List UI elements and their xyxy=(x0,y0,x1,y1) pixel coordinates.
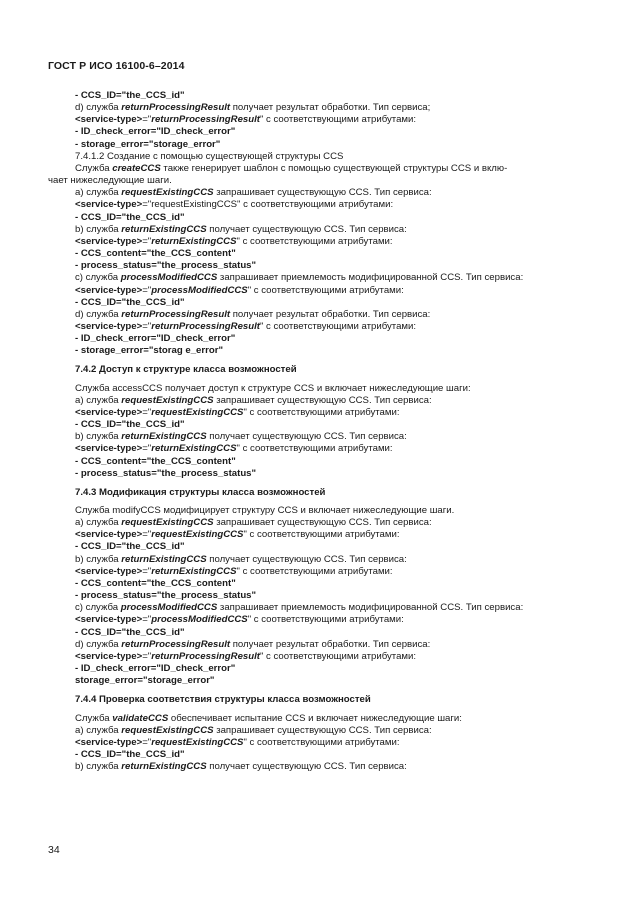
text-run: запрашивает существующую CCS. Тип сервиса: xyxy=(213,187,432,199)
service-name: processModifiedCCS xyxy=(120,272,218,284)
text-run: =" xyxy=(142,650,152,662)
service-name: validateCCS xyxy=(112,712,169,724)
service-name: requestExistingCCS xyxy=(121,394,214,406)
bold-text: - ID_check_error="ID_check_error" xyxy=(75,333,236,345)
text-line xyxy=(48,566,600,578)
service-name: requestExistingCCS xyxy=(151,406,244,418)
text-run: " с соответствующими атрибутами: xyxy=(236,443,393,455)
bold-text: - ID_check_error="ID_check_error" xyxy=(75,126,236,138)
bold-text: - CCS_ID="the_CCS_id" xyxy=(75,626,185,638)
page-header-title: ГОСТ Р ИСО 16100-6–2014 xyxy=(48,60,185,72)
text-run: =" xyxy=(142,443,152,455)
service-name: requestExistingCCS xyxy=(121,187,214,199)
bold-text: - CCS_content="the_CCS_content" xyxy=(75,577,236,589)
bold-text: - CCS_ID="the_CCS_id" xyxy=(75,748,185,760)
text-run: Служба xyxy=(75,712,113,724)
section-heading xyxy=(48,487,600,499)
text-line xyxy=(48,383,600,395)
service-name: requestExistingCCS xyxy=(121,517,214,529)
text-run: получает существующую CCS. Тип сервиса: xyxy=(206,761,407,773)
service-name: returnExistingCCS xyxy=(121,223,207,235)
text-run: " с соответствующими атрибутами: xyxy=(247,284,404,296)
text-line xyxy=(48,139,600,151)
bold-text: <service-type> xyxy=(75,529,143,541)
section-heading xyxy=(48,364,600,376)
text-line xyxy=(48,309,600,321)
text-run: d) служба xyxy=(75,102,122,114)
text-line xyxy=(48,175,600,187)
bold-text: <service-type> xyxy=(75,565,143,577)
text-run: обеспечивает испытание CCS и включает нижеследующие шаги: xyxy=(168,712,462,724)
text-run: Служба xyxy=(75,162,113,174)
text-run: =" xyxy=(142,736,152,748)
text-line xyxy=(48,468,600,480)
document-body xyxy=(48,90,600,773)
text-line xyxy=(48,187,600,199)
text-run: " с соответствующими атрибутами: xyxy=(236,565,393,577)
text-line xyxy=(48,725,600,737)
text-line xyxy=(48,505,600,517)
text-run: c) служба xyxy=(75,272,121,284)
text-line xyxy=(48,248,600,260)
bold-text: - CCS_ID="the_CCS_id" xyxy=(75,419,185,431)
text-run: ="requestExistingCCS" с соответствующими атрибутами: xyxy=(142,199,394,211)
bold-text: <service-type> xyxy=(75,443,143,455)
text-run: получает существующую CCS. Тип сервиса: xyxy=(206,553,407,565)
text-run: запрашивает существующую CCS. Тип сервиса: xyxy=(213,724,432,736)
service-name: returnProcessingResult xyxy=(151,320,260,332)
bold-text: - CCS_ID="the_CCS_id" xyxy=(75,541,185,553)
text-run: =" xyxy=(142,406,152,418)
service-name: processModifiedCCS xyxy=(120,602,218,614)
text-line xyxy=(48,614,600,626)
text-run: b) служба xyxy=(75,431,122,443)
text-line xyxy=(48,260,600,272)
text-line xyxy=(48,272,600,284)
text-run: " с соответствующими атрибутами: xyxy=(243,529,400,541)
text-line xyxy=(48,737,600,749)
bold-text: <service-type> xyxy=(75,114,143,126)
bold-text: <service-type> xyxy=(75,320,143,332)
bold-text: <service-type> xyxy=(75,284,143,296)
service-name: returnExistingCCS xyxy=(121,761,207,773)
text-run: b) служба xyxy=(75,761,122,773)
service-name: returnExistingCCS xyxy=(151,235,237,247)
service-name: returnProcessingResult xyxy=(121,638,231,650)
text-line xyxy=(48,651,600,663)
text-line xyxy=(48,627,600,639)
text-run: " с соответствующими атрибутами: xyxy=(259,650,417,662)
text-run: a) служба xyxy=(75,517,122,529)
text-line xyxy=(48,199,600,211)
text-run: получает результат обработки. Тип сервиса: xyxy=(230,308,431,320)
text-line xyxy=(48,529,600,541)
text-line xyxy=(48,456,600,468)
bold-text: <service-type> xyxy=(75,199,143,211)
service-name: processModifiedCCS xyxy=(151,614,248,626)
text-line xyxy=(48,212,600,224)
bold-text: <service-type> xyxy=(75,650,143,662)
text-line xyxy=(48,663,600,675)
text-run: =" xyxy=(142,235,152,247)
text-run: " с соответствующими атрибутами: xyxy=(243,736,400,748)
service-name: requestExistingCCS xyxy=(151,736,244,748)
text-run: =" xyxy=(142,114,152,126)
text-run: также генерирует шаблон с помощью существующей структуры CCS и вклю- xyxy=(160,162,508,174)
text-line xyxy=(48,517,600,529)
text-line xyxy=(48,761,600,773)
text-line xyxy=(48,90,600,102)
text-line xyxy=(48,443,600,455)
text-line xyxy=(48,236,600,248)
bold-text: - CCS_content="the_CCS_content" xyxy=(75,248,236,260)
service-name: returnProcessingResult xyxy=(151,114,260,126)
text-line xyxy=(48,163,600,175)
service-name: returnProcessingResult xyxy=(151,650,260,662)
service-name: createCCS xyxy=(112,162,161,174)
text-line xyxy=(48,395,600,407)
text-line xyxy=(48,407,600,419)
text-run: " с соответствующими атрибутами: xyxy=(236,235,393,247)
service-name: returnExistingCCS xyxy=(121,553,207,565)
bold-text: <service-type> xyxy=(75,736,143,748)
text-run: запрашивает приемлемость модифицированной CCS. Тип сервиса: xyxy=(217,272,524,284)
text-run: получает существующую CCS. Тип сервиса: xyxy=(206,223,407,235)
service-name: returnExistingCCS xyxy=(121,431,207,443)
text-run: 7.4.4 Проверка соответствия структуры класса возможностей xyxy=(75,694,371,706)
text-run: a) служба xyxy=(75,724,122,736)
text-run: c) служба xyxy=(75,602,121,614)
text-line xyxy=(48,297,600,309)
text-run: получает результат обработки. Тип сервиса; xyxy=(230,102,431,114)
bold-text: - CCS_ID="the_CCS_id" xyxy=(75,296,185,308)
bold-text: - ID_check_error="ID_check_error" xyxy=(75,663,236,675)
text-line xyxy=(48,321,600,333)
text-line xyxy=(48,554,600,566)
text-run: запрашивает существующую CCS. Тип сервиса: xyxy=(213,517,432,529)
bold-text: - storage_error="storage_error" xyxy=(75,138,221,150)
text-run: Служба accessCCS получает доступ к структуре CCS и включает нижеследующие шаги: xyxy=(75,382,471,394)
text-run: 7.4.1.2 Создание с помощью существующей структуры CCS xyxy=(75,150,344,162)
text-run: b) служба xyxy=(75,223,122,235)
text-line xyxy=(48,114,600,126)
section-heading xyxy=(48,694,600,706)
text-run: получает результат обработки. Тип сервиса: xyxy=(230,638,431,650)
bold-text: - CCS_ID="the_CCS_id" xyxy=(75,90,185,101)
text-run: " с соответствующими атрибутами: xyxy=(259,320,417,332)
text-line xyxy=(48,224,600,236)
text-line xyxy=(48,749,600,761)
bold-text: - process_status="the_process_status" xyxy=(75,260,257,272)
text-run: " с соответствующими атрибутами: xyxy=(259,114,417,126)
text-line xyxy=(48,639,600,651)
text-run: d) служба xyxy=(75,308,122,320)
bold-text: - storage_error="storag e_error" xyxy=(75,345,224,357)
text-run: =" xyxy=(142,565,152,577)
text-line xyxy=(48,333,600,345)
text-run: =" xyxy=(142,284,152,296)
text-line xyxy=(48,578,600,590)
service-name: returnExistingCCS xyxy=(151,565,237,577)
text-line xyxy=(48,602,600,614)
service-name: returnProcessingResult xyxy=(121,308,231,320)
service-name: returnExistingCCS xyxy=(151,443,237,455)
text-run: a) служба xyxy=(75,187,122,199)
text-run: b) служба xyxy=(75,553,122,565)
text-line xyxy=(48,102,600,114)
bold-text: - process_status="the_process_status" xyxy=(75,467,257,479)
text-run: d) служба xyxy=(75,638,122,650)
bold-text: storage_error="storage_error" xyxy=(75,675,215,687)
text-run: чает нижеследующие шаги. xyxy=(48,175,172,187)
service-name: returnProcessingResult xyxy=(121,102,231,114)
text-line xyxy=(48,431,600,443)
text-run: =" xyxy=(142,320,152,332)
text-run: a) служба xyxy=(75,394,122,406)
text-run: 7.4.3 Модификация структуры класса возможностей xyxy=(75,486,326,498)
text-line xyxy=(48,590,600,602)
bold-text: <service-type> xyxy=(75,614,143,626)
text-line xyxy=(48,713,600,725)
text-run: получает существующую CCS. Тип сервиса: xyxy=(206,431,407,443)
text-line xyxy=(48,419,600,431)
bold-text: - CCS_ID="the_CCS_id" xyxy=(75,211,185,223)
text-line xyxy=(48,151,600,163)
page-number: 34 xyxy=(48,844,60,856)
bold-text: <service-type> xyxy=(75,235,143,247)
service-name: requestExistingCCS xyxy=(121,724,214,736)
text-run: =" xyxy=(142,614,152,626)
service-name: processModifiedCCS xyxy=(151,284,248,296)
text-run: " с соответствующими атрибутами: xyxy=(247,614,404,626)
text-line xyxy=(48,126,600,138)
text-run: запрашивает приемлемость модифицированной CCS. Тип сервиса: xyxy=(217,602,524,614)
bold-text: - CCS_content="the_CCS_content" xyxy=(75,455,236,467)
text-run: запрашивает существующую CCS. Тип сервиса: xyxy=(213,394,432,406)
text-line xyxy=(48,345,600,357)
bold-text: - process_status="the_process_status" xyxy=(75,590,257,602)
service-name: requestExistingCCS xyxy=(151,529,244,541)
text-line xyxy=(48,285,600,297)
text-line xyxy=(48,541,600,553)
text-line xyxy=(48,675,600,687)
text-run: " с соответствующими атрибутами: xyxy=(243,406,400,418)
text-run: Служба modifyCCS модифицирует структуру CCS и включает нижеследующие шаги. xyxy=(75,505,455,516)
bold-text: <service-type> xyxy=(75,406,143,418)
text-run: =" xyxy=(142,529,152,541)
text-run: 7.4.2 Доступ к структуре класса возможностей xyxy=(75,364,297,376)
